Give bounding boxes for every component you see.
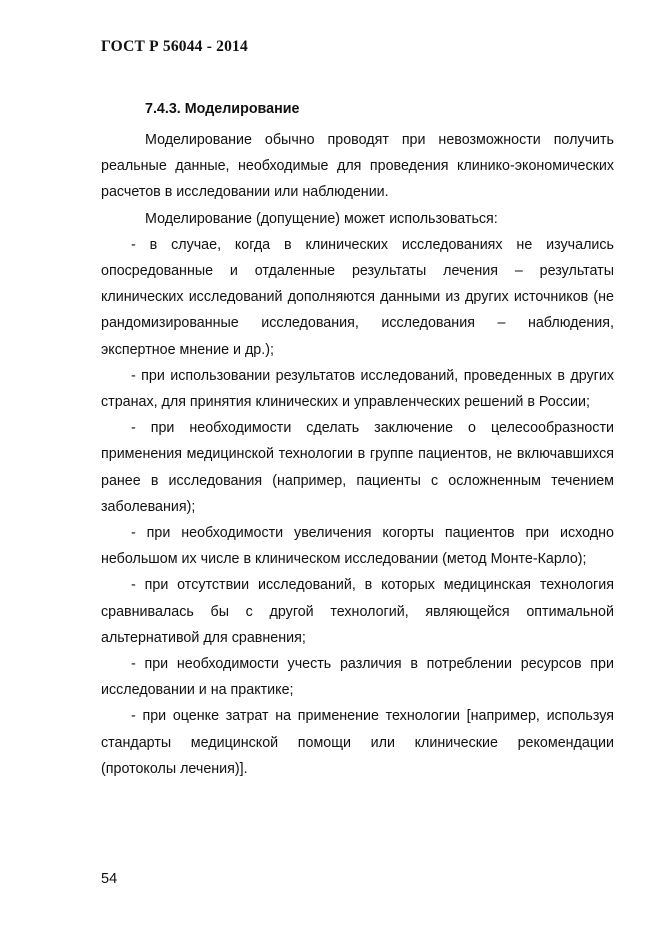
bullet-item: - при оценке затрат на применение технологии [например, используя стандарты медицинской помощи или клинические рекомендации (протоколы лечения)].: [101, 708, 614, 777]
bullet-item: - в случае, когда в клинических исследованиях не изучались опосредованные и отдаленные результаты лечения – результаты клинических исследований дополняются данными из других источников (не рандомизированные исследования, исследования – наблюдения, экспертное мнение и др.);: [101, 236, 614, 358]
section-body: [101, 127, 614, 782]
bullet-item: - при необходимости сделать заключение о целесообразности применения медицинской технологии в группе пациентов, не включавшихся ранее в исследования (например, пациенты с осложненным течением заболевания);: [101, 420, 614, 515]
paragraph-intro: Моделирование обычно проводят при невозможности получить реальные данные, необходимые для проведения клинико-экономических расчетов в исследовании или наблюдении.: [101, 132, 614, 201]
bullet-item: - при необходимости учесть различия в потреблении ресурсов при исследовании и на практике;: [101, 656, 614, 699]
bullet-item: - при использовании результатов исследований, проведенных в других странах, для принятия клинических и управленческих решений в России;: [101, 367, 614, 411]
bullet-item: - при необходимости увеличения когорты пациентов при исходно небольшом их числе в клиническом исследовании (метод Монте-Карло);: [101, 525, 614, 568]
section-title: 7.4.3. Моделирование: [145, 101, 300, 117]
paragraph-lead: Моделирование (допущение) может использоваться:: [145, 210, 498, 227]
page-number: 54: [101, 871, 118, 887]
document-header: ГОСТ Р 56044 - 2014: [101, 38, 248, 55]
bullet-item: - при отсутствии исследований, в которых медицинская технология сравнивалась бы с другой технологий, являющейся оптимальной альтернативой для сравнения;: [101, 577, 614, 646]
